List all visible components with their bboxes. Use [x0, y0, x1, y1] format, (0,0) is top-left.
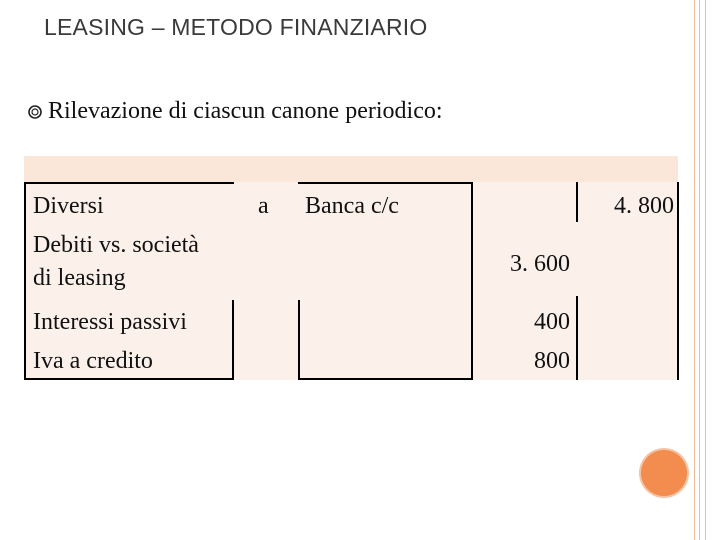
credit-total: 4. 800 [614, 193, 674, 219]
border-amount-right-lower [576, 296, 578, 380]
border-amount-right [576, 182, 578, 222]
border-left [24, 182, 26, 380]
debit-label: Diversi [33, 193, 104, 219]
decorative-orange-circle [641, 450, 687, 496]
row-amount: 800 [534, 348, 570, 374]
slide-title: LEASING – METODO FINANZIARIO [44, 14, 428, 40]
decor-line-1 [694, 0, 695, 540]
header-band [24, 156, 678, 182]
row-account: Debiti vs. società [33, 232, 199, 258]
row-account: Interessi passivi [33, 309, 187, 335]
border-top-left [24, 182, 234, 184]
decor-line-2 [699, 0, 700, 540]
connector-a: a [258, 193, 269, 219]
border-col-a-left [232, 300, 234, 380]
credit-account: Banca c/c [305, 193, 399, 219]
bullet-text: Rilevazione di ciascun canone periodico: [48, 98, 443, 124]
circle-bullet-icon [28, 105, 42, 119]
border-total-right [677, 182, 679, 380]
border-bottom-left [24, 378, 234, 380]
border-bottom-credit [298, 378, 473, 380]
row-amount: 400 [534, 309, 570, 335]
decor-line-3 [705, 0, 706, 540]
row-account: Iva a credito [33, 348, 153, 374]
border-col-a-right [298, 300, 300, 380]
border-credit-right [471, 182, 473, 380]
bullet-item [28, 98, 443, 125]
border-top-mid [298, 182, 473, 184]
row-amount: 3. 600 [510, 251, 570, 277]
row-account-line2: di leasing [33, 265, 126, 291]
